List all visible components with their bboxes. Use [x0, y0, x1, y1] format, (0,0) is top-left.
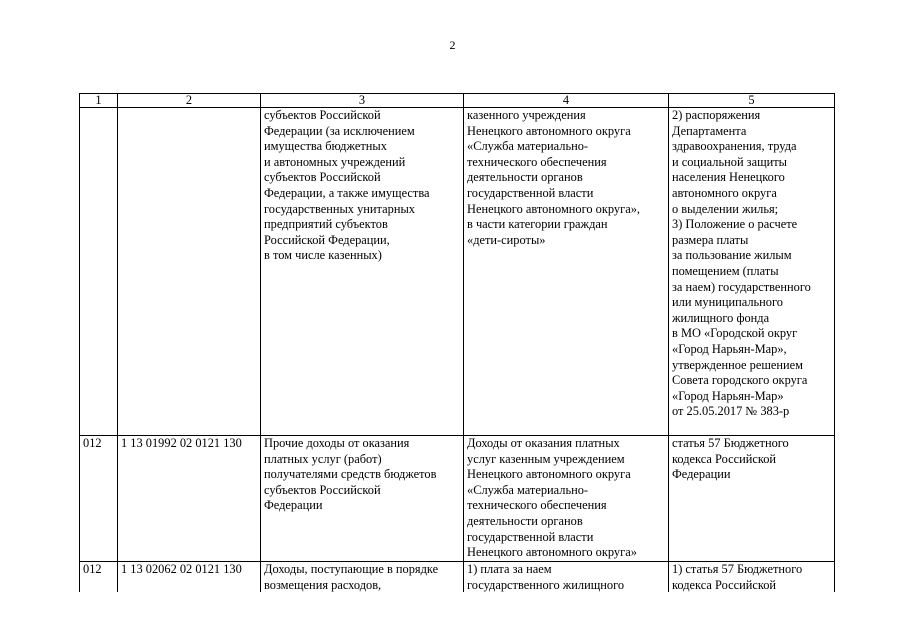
cell-revenue-name [261, 108, 464, 436]
cell-text-line: статья 57 Бюджетного [672, 436, 789, 450]
cell-text-line: о выделении жилья; [672, 201, 779, 216]
cell-revenue-name [261, 562, 464, 596]
table-row [80, 436, 835, 562]
cell-legal-basis [669, 108, 835, 436]
cell-revenue-code [118, 108, 261, 436]
header-col-4: 4 [464, 94, 669, 108]
cell-text-line: кодекса Российской [672, 577, 777, 592]
cell-text-line: Департамента [672, 123, 747, 138]
header-col-2: 2 [118, 94, 261, 108]
table-row [80, 108, 835, 436]
cell-text-line: услуг казенным учреждением [467, 451, 625, 466]
cell-text-line: здравоохранения, труда [672, 139, 797, 154]
cell-text-line: Ненецкого автономного округа» [467, 545, 637, 560]
cell-text-line: Федерации [672, 467, 731, 482]
cell-text-line: Российской Федерации, [264, 232, 390, 247]
cell-text-line: жилищного фонда [672, 310, 770, 325]
cell-text-line: за наем) государственного [672, 279, 811, 294]
header-col-1: 1 [80, 94, 118, 108]
cell-text-line: «дети-сироты» [467, 232, 546, 247]
cell-text-line: Ненецкого автономного округа», [467, 201, 640, 216]
cell-text-line: в том числе казенных) [264, 248, 382, 263]
cell-revenue-description [464, 562, 669, 596]
table-row [80, 562, 835, 596]
cell-text-line: субъектов Российской [264, 170, 381, 185]
cell-text-line: деятельности органов [467, 513, 583, 528]
cell-text-line: «Город Нарьян-Мар» [672, 388, 784, 403]
cell-admin-code: 012 [80, 436, 118, 562]
cell-text-line: в МО «Городской округ [672, 326, 798, 341]
cell-text-line: и автономных учреждений [264, 154, 406, 169]
cell-revenue-code: 1 13 02062 02 0121 130 [118, 562, 261, 596]
cell-text-line: 2) распоряжения [672, 108, 761, 122]
cell-text-line: от 25.05.2017 № 383-р [672, 404, 790, 419]
cell-text-line: «Город Нарьян-Мар», [672, 341, 787, 356]
cell-text-line: помещением (платы [672, 263, 779, 278]
page-number: 2 [449, 38, 456, 52]
cell-text-line: Федерации [264, 498, 323, 513]
cell-text-line: Доходы от оказания платных [467, 436, 620, 450]
cell-text-line: 3) Положение о расчете [672, 217, 798, 232]
cell-text-line: возмещения расходов, [264, 577, 382, 592]
cell-text-line: субъектов Российской [264, 482, 381, 497]
cell-text-line: за пользование жилым [672, 248, 792, 263]
page-bottom-margin [70, 592, 840, 640]
cell-legal-basis [669, 562, 835, 596]
cell-text-line: предприятий субъектов [264, 217, 388, 232]
cell-revenue-name [261, 436, 464, 562]
cell-admin-code: 012 [80, 562, 118, 596]
cell-text-line: технического обеспечения [467, 154, 607, 169]
cell-text-line: государственных унитарных [264, 201, 415, 216]
cell-text-line: и социальной защиты [672, 154, 787, 169]
cell-text-line: 1) статья 57 Бюджетного [672, 562, 803, 576]
cell-text-line: имущества бюджетных [264, 139, 387, 154]
cell-text-line: субъектов Российской [264, 108, 381, 122]
cell-text-line: Прочие доходы от оказания [264, 436, 410, 450]
header-row [80, 94, 835, 108]
cell-text-line: населения Ненецкого [672, 170, 785, 185]
cell-legal-basis [669, 436, 835, 562]
cell-text-line: утвержденное решением [672, 357, 803, 372]
cell-text-line: «Служба материально- [467, 482, 589, 497]
cell-text-line: технического обеспечения [467, 498, 607, 513]
cell-text-line: «Служба материально- [467, 139, 589, 154]
cell-text-line: Федерации (за исключением [264, 123, 415, 138]
cell-text-line: размера платы [672, 232, 749, 247]
cell-text-line: Доходы, поступающие в порядке [264, 562, 439, 576]
header-col-5: 5 [669, 94, 835, 108]
cell-text-line: Федерации, а также имущества [264, 185, 430, 200]
revenue-table [79, 93, 835, 595]
cell-text-line: государственного жилищного [467, 577, 625, 592]
cell-text-line: деятельности органов [467, 170, 583, 185]
cell-revenue-description [464, 108, 669, 436]
cell-text-line: в части категории граждан [467, 217, 608, 232]
cell-text-line: государственной власти [467, 529, 594, 544]
cell-text-line: Совета городского округа [672, 373, 808, 388]
header-col-3: 3 [261, 94, 464, 108]
cell-revenue-description [464, 436, 669, 562]
cell-revenue-code: 1 13 01992 02 0121 130 [118, 436, 261, 562]
cell-text-line: Ненецкого автономного округа [467, 467, 631, 482]
cell-text-line: казенного учреждения [467, 108, 586, 122]
cell-text-line: Ненецкого автономного округа [467, 123, 631, 138]
cell-text-line: автономного округа [672, 185, 777, 200]
cell-text-line: или муниципального [672, 295, 783, 310]
cell-text-line: получателями средств бюджетов [264, 467, 437, 482]
cell-text-line: 1) плата за наем [467, 562, 552, 576]
cell-text-line: государственной власти [467, 185, 594, 200]
cell-text-line: кодекса Российской [672, 451, 777, 466]
cell-admin-code [80, 108, 118, 436]
cell-text-line: платных услуг (работ) [264, 451, 382, 466]
